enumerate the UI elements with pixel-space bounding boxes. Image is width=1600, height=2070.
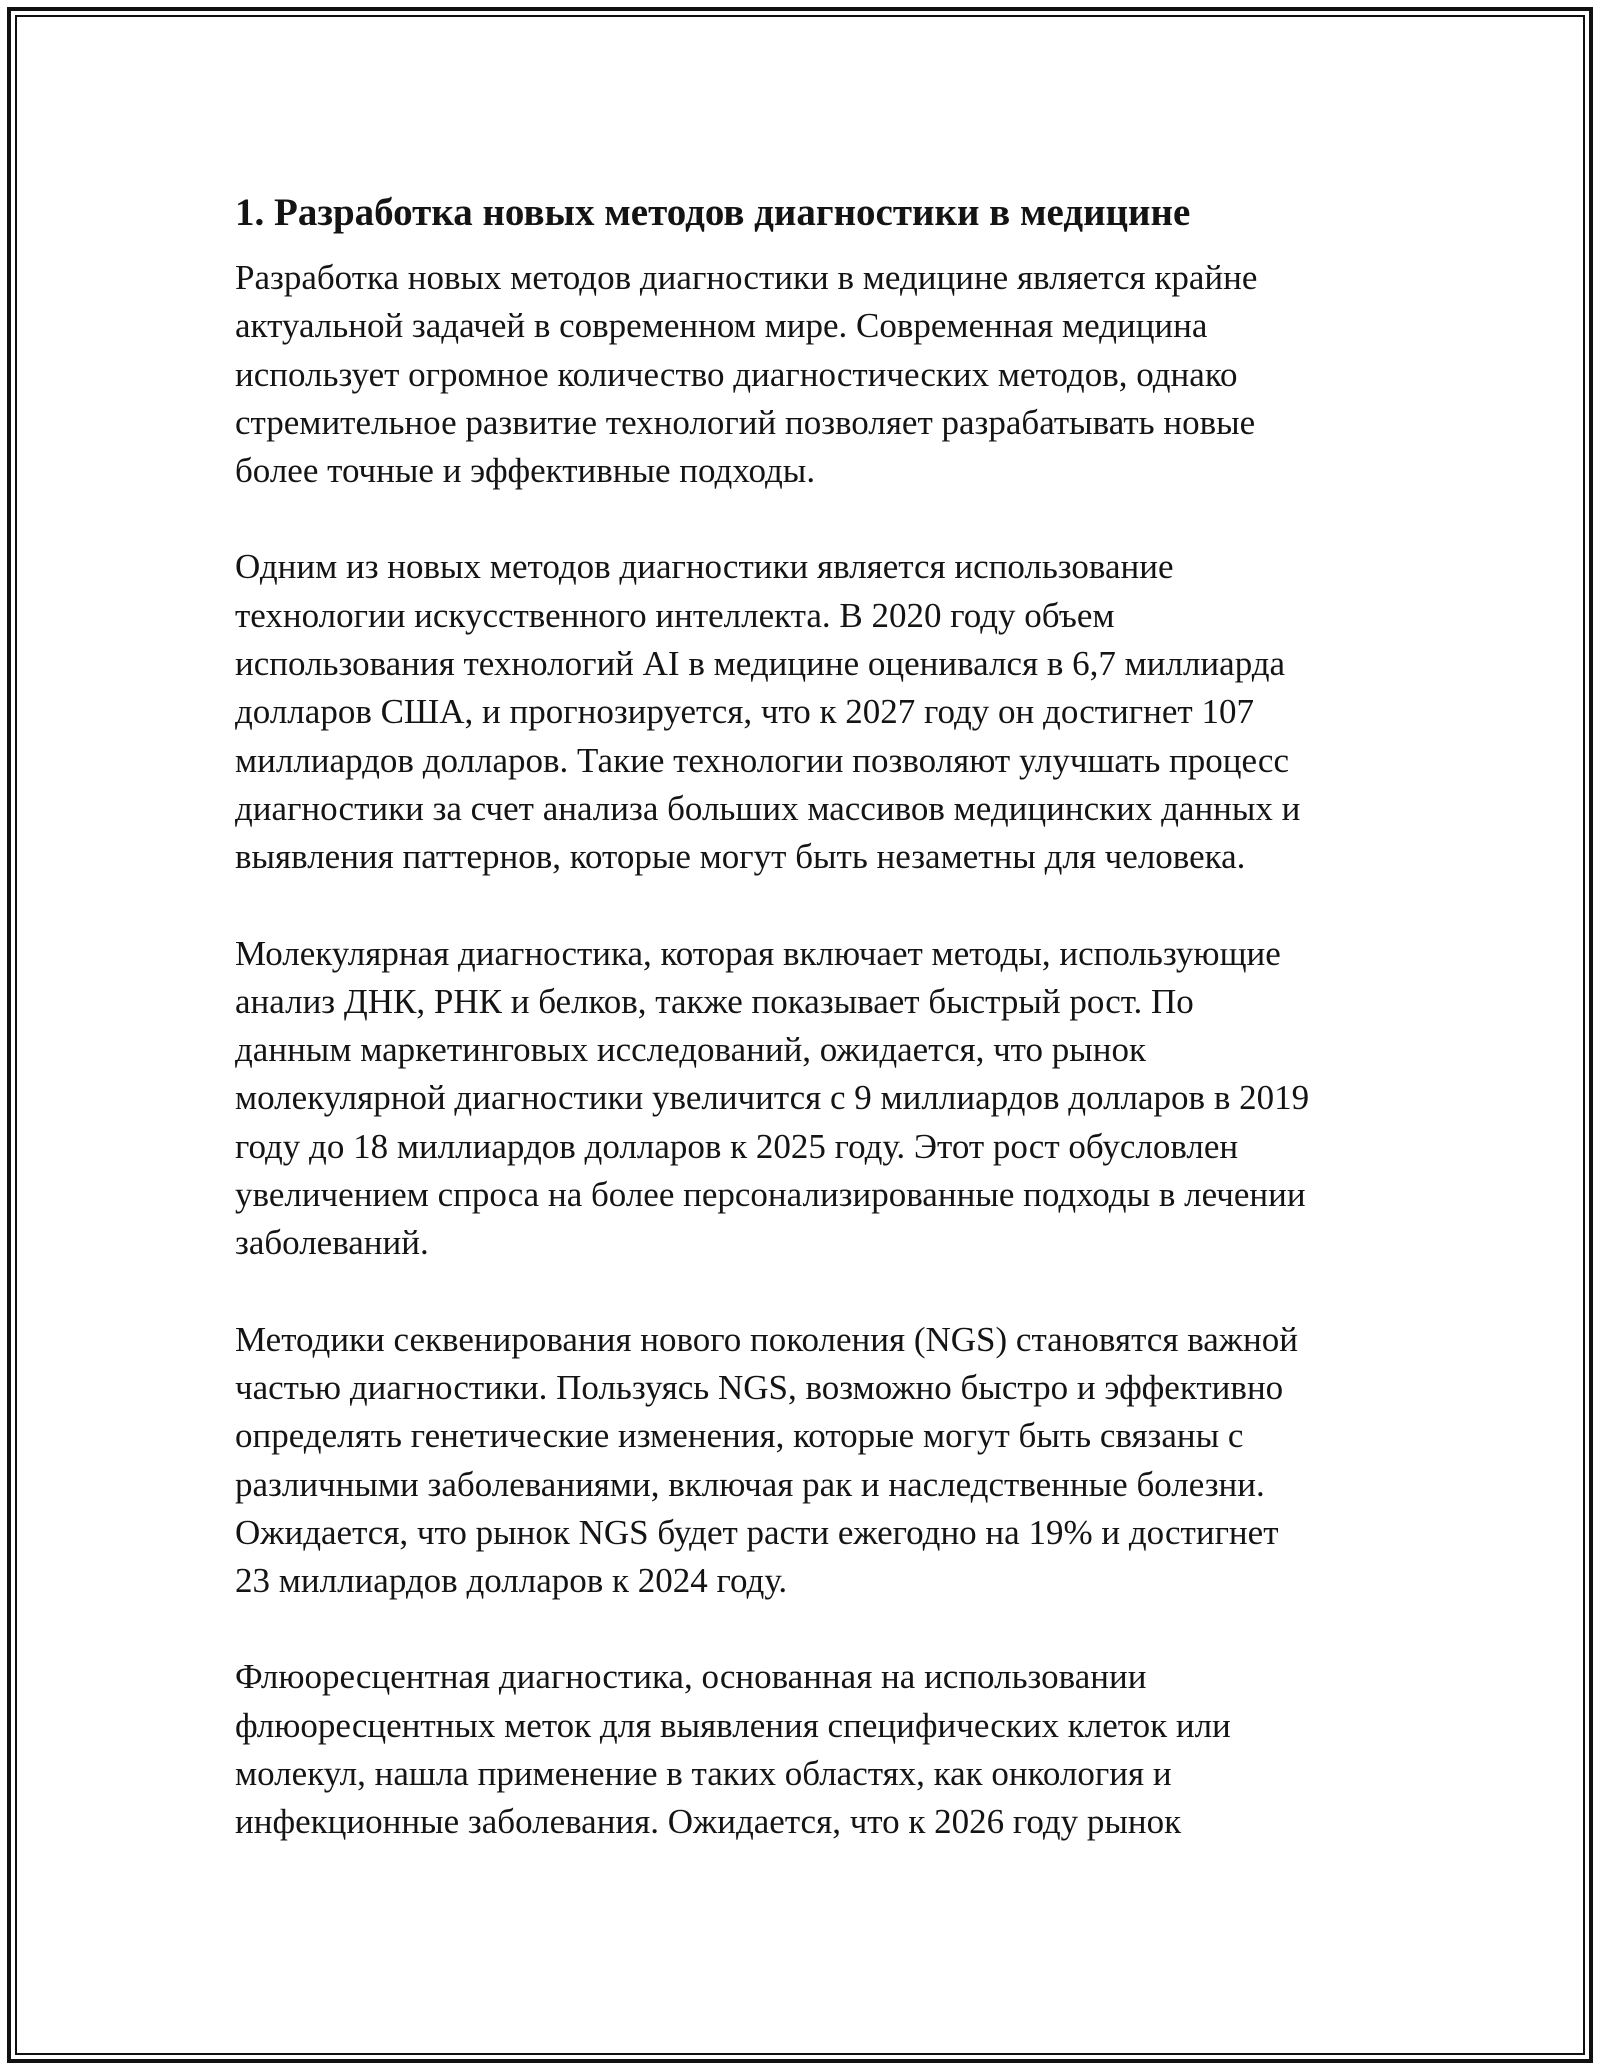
text-line: инфекционные заболевания. Ожидается, что к 2026 году рынок xyxy=(235,1802,1182,1842)
text-line: данным маркетинговых исследований, ожидается, что рынок xyxy=(235,1030,1147,1070)
text-line: определять генетические изменения, которые могут быть связаны с xyxy=(235,1416,1244,1456)
text-line: флюоресцентных меток для выявления специфических клеток или xyxy=(235,1705,1231,1745)
text-line: долларов США, и прогнозируется, что к 2027 году он достигнет 107 xyxy=(235,692,1254,732)
text-line: выявления паттернов, которые могут быть незаметны для человека. xyxy=(235,837,1246,877)
paragraph-2 xyxy=(235,543,1415,881)
paragraph-1 xyxy=(235,254,1415,495)
text-line: Молекулярная диагностика, которая включает методы, использующие xyxy=(235,933,1281,973)
text-line: использования технологий AI в медицине оценивался в 6,7 миллиарда xyxy=(235,644,1286,684)
text-line: различными заболеваниями, включая рак и наследственные болезни. xyxy=(235,1464,1265,1504)
text-line: анализ ДНК, РНК и белков, также показывает быстрый рост. По xyxy=(235,981,1194,1021)
paragraph-5 xyxy=(235,1653,1415,1846)
text-line: более точные и эффективные подходы. xyxy=(235,451,816,491)
text-line: увеличением спроса на более персонализированные подходы в лечении xyxy=(235,1175,1306,1215)
document-body xyxy=(235,189,1415,1847)
text-line: Флюоресцентная диагностика, основанная на использовании xyxy=(235,1657,1147,1697)
text-line: диагностики за счет анализа больших массивов медицинских данных и xyxy=(235,788,1301,828)
text-line: Разработка новых методов диагностики в медицине является крайне xyxy=(235,258,1258,297)
text-line: Одним из новых методов диагностики является использование xyxy=(235,547,1174,587)
paragraph-4 xyxy=(235,1316,1415,1606)
text-line: использует огромное количество диагностических методов, однако xyxy=(235,354,1238,394)
text-line: году до 18 миллиардов долларов к 2025 году. Этот рост обусловлен xyxy=(235,1126,1239,1166)
text-line: молекул, нашла применение в таких областях, как онкология и xyxy=(235,1754,1172,1794)
text-line: актуальной задачей в современном мире. Современная медицина xyxy=(235,306,1208,346)
text-line: стремительное развитие технологий позволяет разрабатывать новые xyxy=(235,402,1256,442)
paragraph-3 xyxy=(235,930,1415,1268)
text-line: Ожидается, что рынок NGS будет расти ежегодно на 19% и достигнет xyxy=(235,1512,1279,1552)
text-line: Методики секвенирования нового поколения (NGS) становятся важной xyxy=(235,1319,1298,1359)
text-line: заболеваний. xyxy=(235,1223,429,1263)
text-line: молекулярной диагностики увеличится с 9 миллиардов долларов в 2019 xyxy=(235,1078,1310,1118)
text-line: частью диагностики. Пользуясь NGS, возможно быстро и эффективно xyxy=(235,1367,1284,1407)
text-line: 23 миллиардов долларов к 2024 году. xyxy=(235,1561,788,1601)
section-heading: 1. Разработка новых методов диагностики в медицине xyxy=(235,191,1191,234)
text-line: миллиардов долларов. Такие технологии позволяют улучшать процесс xyxy=(235,740,1289,780)
text-line: технологии искусственного интеллекта. В 2020 году объем xyxy=(235,595,1115,635)
